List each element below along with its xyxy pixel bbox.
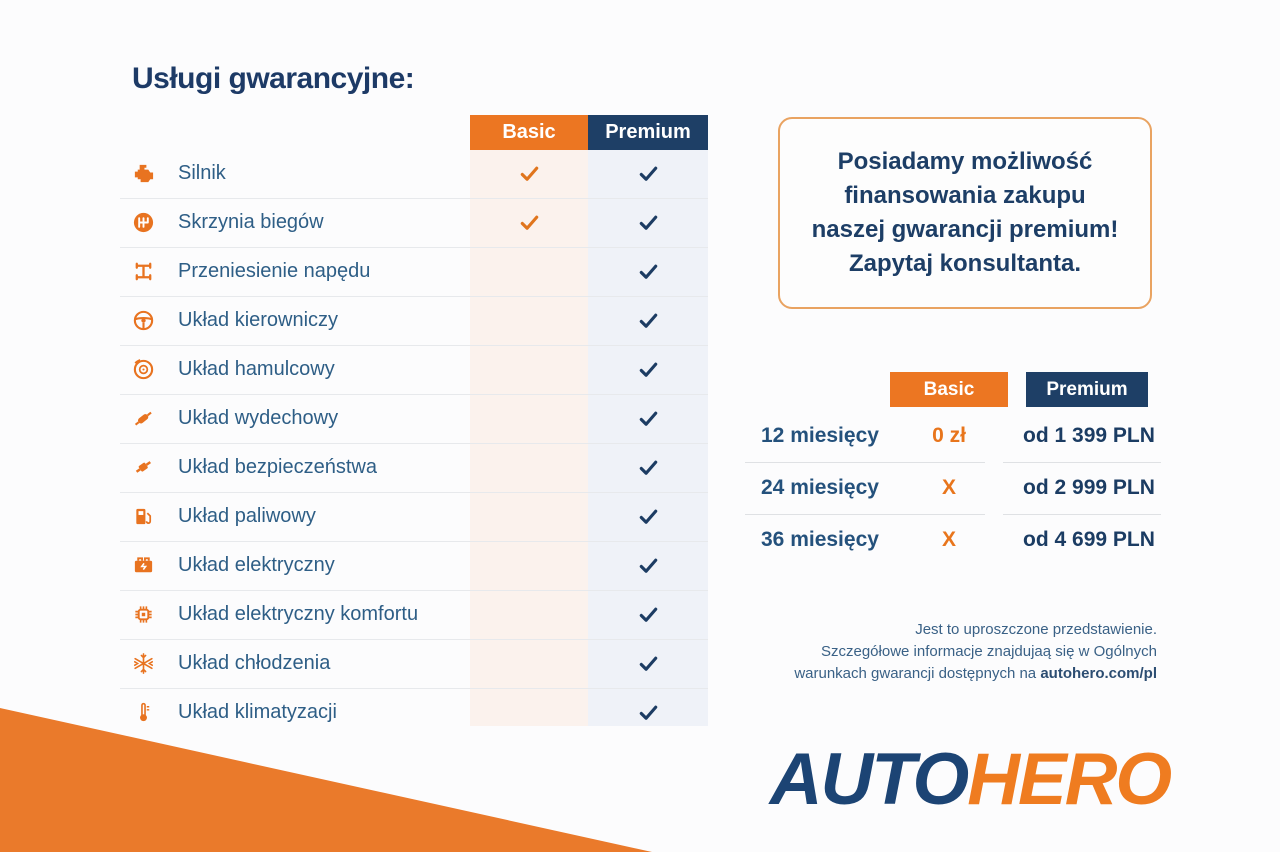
disclaimer-line-prefix: warunkach gwarancji dostępnych na [794, 665, 1041, 682]
pricing-term-label: 24 miesięcy [761, 476, 879, 499]
drivetrain-icon [128, 248, 158, 295]
disclaimer-line: Jest to uproszczone przedstawienie. [915, 621, 1157, 638]
pricing-premium-header: Premium [1026, 372, 1148, 407]
pricing-basic-value: X [941, 528, 956, 551]
financing-note-line: finansowania zakupu [844, 182, 1086, 209]
service-row [120, 394, 708, 443]
disclaimer-line [640, 663, 1157, 685]
warranty-services-table [120, 115, 708, 726]
financing-note-box [778, 117, 1152, 309]
pricing-rows [745, 410, 1165, 566]
battery-icon [128, 542, 158, 589]
service-label: Układ elektryczny [178, 554, 335, 576]
service-row [120, 150, 708, 198]
pricing-basic-value: X [941, 476, 956, 499]
fuel-pump-icon [128, 493, 158, 540]
autohero-link[interactable]: autohero.com/pl [1040, 665, 1157, 682]
disclaimer-line: Szczegółowe informacje znajdujaą się w Ogólnych [820, 643, 1157, 660]
pricing-premium-value: od 1 399 PLN [1023, 424, 1155, 447]
basic-check-icon [470, 199, 588, 246]
service-row [120, 639, 708, 688]
financing-note-line: Posiadamy możliwość [837, 148, 1093, 175]
service-row [120, 198, 708, 247]
service-row [120, 688, 708, 737]
premium-check-icon [588, 395, 708, 442]
engine-icon [128, 150, 158, 197]
premium-check-icon [588, 248, 708, 295]
pricing-row [745, 514, 1165, 566]
service-label: Układ elektryczny komfortu [178, 603, 419, 625]
gearbox-icon [128, 199, 158, 246]
logo-auto-text: AUTO [769, 739, 968, 820]
service-label: Układ bezpieczeństwa [178, 456, 377, 478]
service-label: Przeniesienie napędu [178, 260, 371, 282]
service-rows [120, 150, 708, 737]
pricing-term-label: 36 miesięcy [761, 528, 879, 551]
basic-check-icon [470, 150, 588, 197]
premium-check-icon [588, 346, 708, 393]
snowflake-icon [128, 640, 158, 687]
exhaust-icon [128, 395, 158, 442]
premium-column-header: Premium [588, 115, 708, 150]
premium-check-icon [588, 297, 708, 344]
page-title: Usługi gwarancyjne: [132, 62, 415, 95]
financing-note-line: naszej gwarancji premium! [811, 216, 1119, 243]
pricing-row [745, 462, 1165, 514]
premium-check-icon [588, 444, 708, 491]
autohero-logo [720, 738, 1220, 821]
premium-check-icon [588, 199, 708, 246]
premium-check-icon [588, 150, 708, 197]
service-row [120, 492, 708, 541]
chip-icon [128, 591, 158, 638]
service-row [120, 247, 708, 296]
thermometer-icon [128, 689, 158, 736]
premium-check-icon [588, 493, 708, 540]
seatbelt-icon [128, 444, 158, 491]
service-row [120, 345, 708, 394]
service-row [120, 541, 708, 590]
service-label: Układ kierowniczy [178, 309, 339, 331]
pricing-premium-value: od 2 999 PLN [1023, 476, 1155, 499]
service-row [120, 443, 708, 492]
service-label: Układ chłodzenia [178, 652, 331, 674]
premium-check-icon [588, 689, 708, 736]
service-row [120, 590, 708, 639]
logo-hero-text: HERO [967, 739, 1171, 820]
service-row [120, 296, 708, 345]
brake-icon [128, 346, 158, 393]
pricing-basic-header: Basic [890, 372, 1008, 407]
service-label: Skrzynia biegów [178, 211, 324, 233]
service-label: Układ paliwowy [178, 505, 316, 527]
service-label: Układ klimatyzacji [178, 701, 337, 723]
financing-note-line: Zapytaj konsultanta. [848, 250, 1082, 277]
disclaimer [640, 619, 1157, 685]
pricing-row [745, 410, 1165, 462]
steering-wheel-icon [128, 297, 158, 344]
premium-check-icon [588, 542, 708, 589]
pricing-term-label: 12 miesięcy [761, 424, 879, 447]
service-label: Silnik [178, 162, 226, 184]
service-label: Układ hamulcowy [178, 358, 335, 380]
service-label: Układ wydechowy [178, 407, 339, 429]
pricing-basic-value: 0 zł [932, 424, 966, 447]
pricing-premium-value: od 4 699 PLN [1023, 528, 1155, 551]
basic-column-header: Basic [470, 115, 588, 150]
